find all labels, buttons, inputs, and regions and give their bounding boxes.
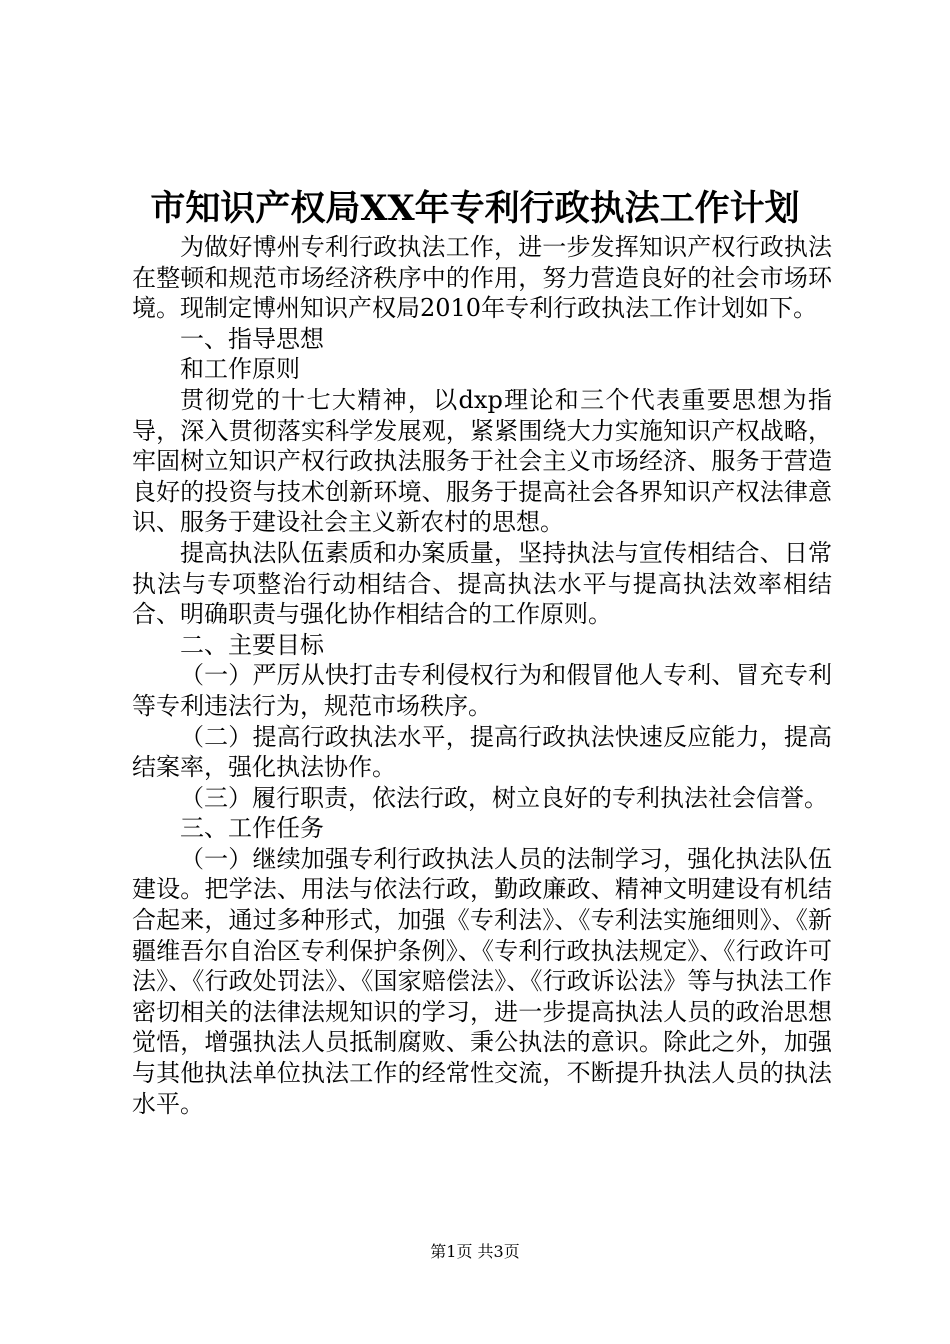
section-heading: 和工作原则 bbox=[180, 355, 300, 384]
document-title: 市知识产权局XX年专利行政执法工作计划 bbox=[150, 188, 800, 229]
paragraph: 提高执法队伍素质和办案质量，坚持执法与宣传相结合、日常执法与专项整治行动相结合、提高执法水平与提高执法效率相结合、明确职责与强化协作相结合的工作原则。 bbox=[132, 538, 832, 629]
paragraph: （三）履行职责，依法行政，树立良好的专利执法社会信誉。 bbox=[180, 783, 828, 812]
section-heading: 三、工作任务 bbox=[180, 814, 324, 843]
paragraph: 为做好博州专利行政执法工作，进一步发挥知识产权行政执法在整顿和规范市场经济秩序中的作用，努力营造良好的社会市场环境。现制定博州知识产权局2010年专利行政执法工作计划如下。 bbox=[132, 233, 832, 323]
section-heading: 二、主要目标 bbox=[180, 630, 324, 659]
page-footer: 第1页 共3页 bbox=[430, 1242, 520, 1261]
paragraph: （二）提高行政执法水平，提高行政执法快速反应能力，提高结案率，强化执法协作。 bbox=[132, 722, 832, 782]
section-heading: 一、指导思想 bbox=[180, 324, 324, 353]
document-body bbox=[132, 232, 832, 1119]
paragraph: （一）继续加强专利行政执法人员的法制学习，强化执法队伍建设。把学法、用法与依法行政，勤政廉政、精神文明建设有机结合起来，通过多种形式，加强《专利法》、《专利法实施细则》、《新疆维吾尔自治区专利保护条例》、《专利行政执法规定》、《行政许可法》、《行政处罚法》、《国家赔偿法》、《行政诉讼法》等与执法工作密切相关的法律法规知识的学习，进一步提高执法人员的政治思想觉悟，增强执法人员抵制腐败、秉公执法的意识。除此之外，加强与其他执法单位执法工作的经常性交流，不断提升执法人员的执法水平。 bbox=[132, 844, 832, 1118]
paragraph: （一）严厉从快打击专利侵权行为和假冒他人专利、冒充专利等专利违法行为，规范市场秩序。 bbox=[132, 661, 832, 720]
paragraph: 贯彻党的十七大精神，以dxp理论和三个代表重要思想为指导，深入贯彻落实科学发展观，紧紧围绕大力实施知识产权战略，牢固树立知识产权行政执法服务于社会主义市场经济、服务于营造良好的投资与技术创新环境、服务于提高社会各界知识产权法律意识、服务于建设社会主义新农村的思想。 bbox=[132, 385, 832, 537]
